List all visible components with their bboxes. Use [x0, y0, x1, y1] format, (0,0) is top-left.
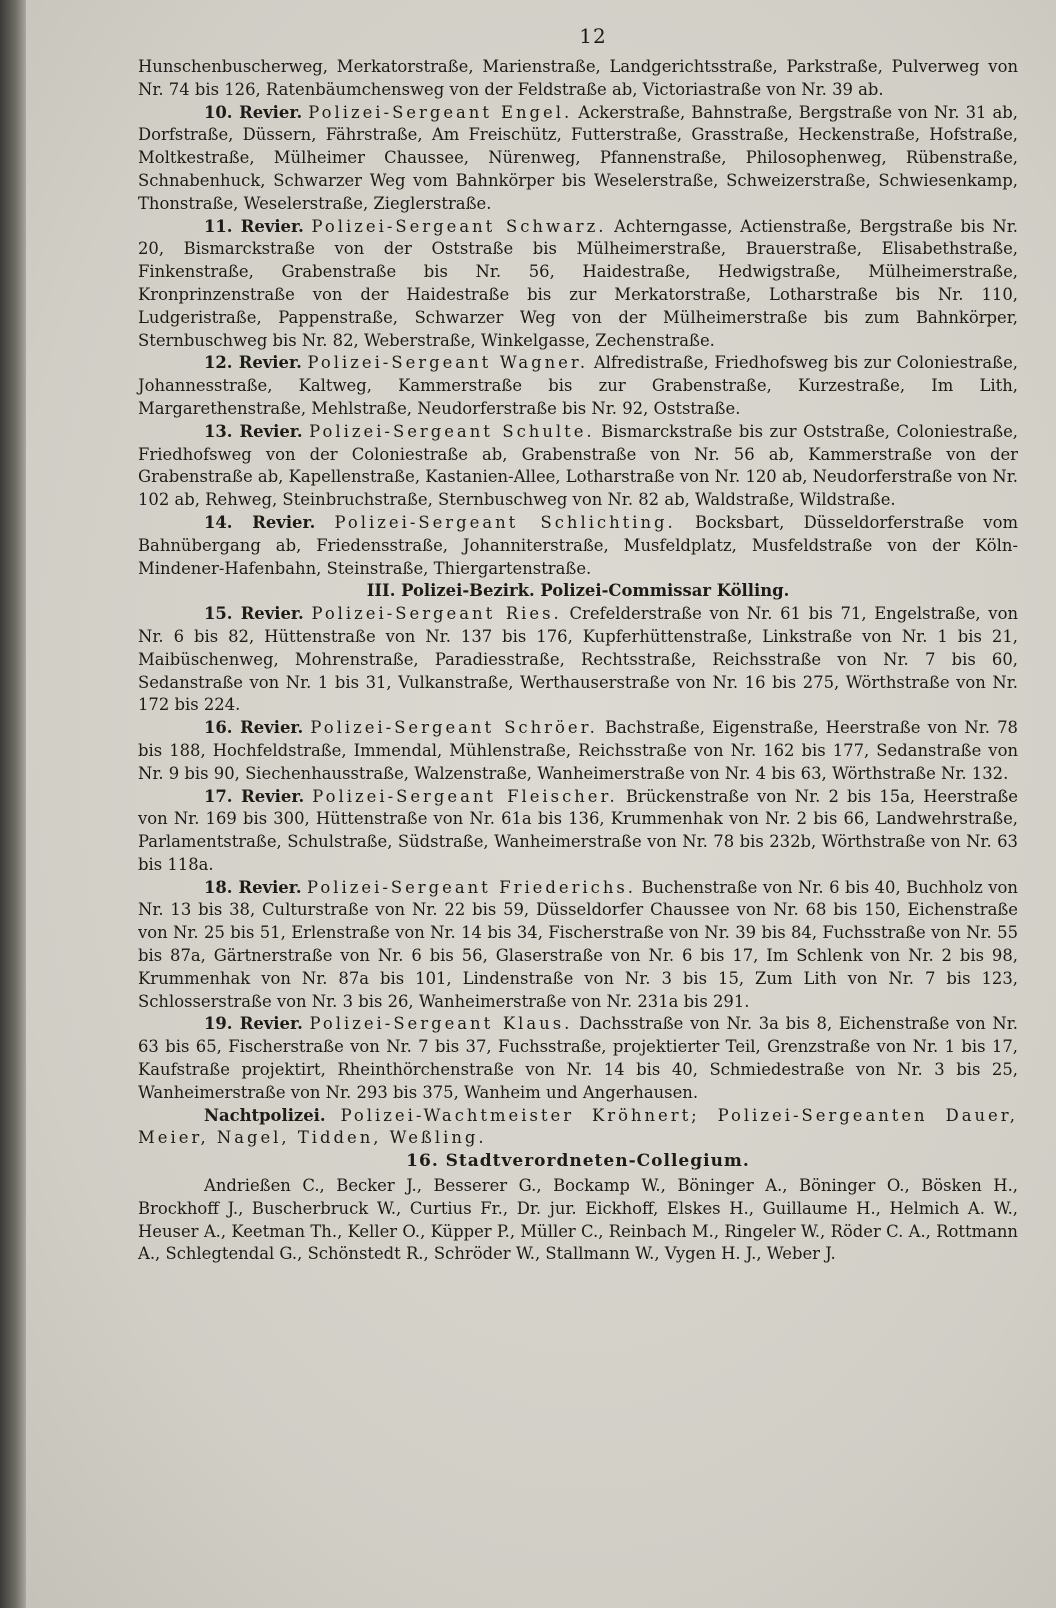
revier-streets: Bismarckstraße bis zur Oststraße, Coloniestraße, Friedhofsweg von der Coloniestraße ab, Grabenstraße von Nr. 56 ab, Kammerstraße von der Grabenstraße ab, Kapellenstraße, Kastanien-Allee, Lotharstraße von Nr. 120 ab, Neudorferstraße von Nr. 102 ab, Rehweg, Steinbruchstraße, Sternbuschweg von Nr. 82 ab, Waldstraße, Wildstraße.	[138, 421, 1018, 510]
revier-paragraph	[138, 102, 1018, 216]
book-gutter-shadow	[0, 0, 26, 1608]
revier-label: 19. Revier.	[204, 1014, 303, 1034]
revier-officer: Polizei-Sergeant Klaus.	[309, 1014, 573, 1034]
page-number: 12	[579, 24, 607, 48]
revier-officer: Polizei-Sergeant Friederichs.	[307, 877, 637, 897]
revier-paragraph	[138, 717, 1018, 785]
revier-officer: Polizei-Sergeant Wagner.	[307, 353, 589, 373]
revier-streets: Bocksbart, Düsseldorferstraße vom Bahnübergang ab, Friedensstraße, Johanniterstraße, Musfeldplatz, Musfeldstraße von der Köln-Mindener-Hafenbahn, Steinstraße, Thiergartenstraße.	[138, 512, 1018, 578]
revier-label: 13. Revier.	[204, 421, 303, 441]
revier-streets: Buchenstraße von Nr. 6 bis 40, Buchholz von Nr. 13 bis 38, Culturstraße von Nr. 22 bis 59, Düsseldorfer Chaussee von Nr. 68 bis 150, Eichenstraße von Nr. 25 bis 51, Erlenstraße von Nr. 14 bis 34, Fischerstraße von Nr. 39 bis 84, Fuchsstraße von Nr. 55 bis 87a, Gärtnerstraße von Nr. 6 bis 56, Glaserstraße von Nr. 6 bis 17, Im Schlenk von Nr. 2 bis 98, Krummenhak von Nr. 87a bis 101, Lindenstraße von Nr. 3 bis 15, Zum Lith von Nr. 7 bis 123, Schlosserstraße von Nr. 3 bis 26, Wanheimerstraße von Nr. 231a bis 291.	[138, 877, 1018, 1011]
revier-label: 14. Revier.	[204, 512, 316, 532]
revier-officer: Polizei-Sergeant Schwarz.	[311, 216, 607, 236]
revier-list-2	[138, 603, 1018, 1105]
page-body	[138, 56, 1018, 1266]
revier-streets: Achterngasse, Actienstraße, Bergstraße bis Nr. 20, Bismarckstraße von der Oststraße bis Mülheimerstraße, Brauerstraße, Elisabethstraße, Finkenstraße, Grabenstraße bis Nr. 56, Haidestraße, Hedwigstraße, Mülheimerstraße, Kronprinzenstraße von der Haidestraße bis zur Merkatorstraße, Lotharstraße bis Nr. 110, Ludgeristraße, Pappenstraße, Schwarzer Weg von der Mülheimerstraße bis zum Bahnkörper, Sternbuschweg bis Nr. 82, Weberstraße, Winkelgasse, Zechenstraße.	[138, 216, 1018, 350]
revier-paragraph	[138, 421, 1018, 512]
revier-streets: Dachsstraße von Nr. 3a bis 8, Eichenstraße von Nr. 63 bis 65, Fischerstraße von Nr. 7 bis 37, Fuchsstraße, projektierter Teil, Grenzstraße von Nr. 1 bis 17, Kaufstraße projektirt, Rheinthörchenstraße von Nr. 14 bis 40, Schmiedestraße von Nr. 3 bis 25, Wanheimerstraße von Nr. 293 bis 375, Wanheim und Angerhausen.	[138, 1014, 1018, 1102]
revier-label: 17. Revier.	[204, 786, 305, 806]
revier-officer: Polizei-Sergeant Schröer.	[310, 718, 598, 738]
revier-officer: Polizei-Sergeant Schlichting.	[334, 512, 676, 532]
revier-streets: Ackerstraße, Bahnstraße, Bergstraße von Nr. 31 ab, Dorfstraße, Düssern, Fährstraße, Am Freischütz, Futterstraße, Grasstraße, Heckenstraße, Hofstraße, Moltkestraße, Mülheimer Chaussee, Nürenweg, Pfannenstraße, Philosophenweg, Rübenstraße, Schnabenhuck, Schwarzer Weg vom Bahnkörper bis Weselerstraße, Schweizerstraße, Schwiesenkamp, Thonstraße, Weselerstraße, Zieglerstraße.	[138, 102, 1018, 213]
night-police-label: Nachtpolizei.	[204, 1105, 326, 1125]
revier-list-1	[138, 102, 1018, 581]
revier-officer: Polizei-Sergeant Ries.	[311, 604, 562, 624]
revier-paragraph	[138, 512, 1018, 580]
revier-officer: Polizei-Sergeant Fleischer.	[312, 786, 618, 806]
revier-label: 10. Revier.	[204, 102, 303, 122]
revier-label: 12. Revier.	[204, 353, 302, 373]
revier-paragraph	[138, 603, 1018, 717]
section-title: 16. Stadtverordneten-Collegium.	[406, 1151, 750, 1172]
revier-paragraph	[138, 352, 1018, 420]
revier-streets: Bachstraße, Eigenstraße, Heerstraße von Nr. 78 bis 188, Hochfeldstraße, Immendal, Mühlenstraße, Reichsstraße von Nr. 162 bis 177, Sedanstraße von Nr. 9 bis 90, Siechenhausstraße, Walzenstraße, Wanheimerstraße von Nr. 4 bis 63, Wörthstraße Nr. 132.	[138, 718, 1018, 783]
revier-paragraph	[138, 786, 1018, 877]
revier-streets: Brückenstraße von Nr. 2 bis 15a, Heerstraße von Nr. 169 bis 300, Hüttenstraße von Nr. 61a bis 136, Krummenhak von Nr. 2 bis 66, Landwehrstraße, Parlamentstraße, Schulstraße, Südstraße, Wanheimerstraße von Nr. 78 bis 232b, Wörthstraße von Nr. 63 bis 118a.	[138, 786, 1018, 874]
revier-label: 15. Revier.	[204, 604, 304, 624]
revier-label: 11. Revier.	[204, 216, 304, 236]
revier-paragraph	[138, 216, 1018, 353]
revier-label: 18. Revier.	[204, 877, 302, 897]
revier-streets: Alfredistraße, Friedhofsweg bis zur Coloniestraße, Johannesstraße, Kaltweg, Kammerstraße bis zur Grabenstraße, Kurzestraße, Im Lith, Margarethenstraße, Mehlstraße, Neudorferstraße bis Nr. 92, Oststraße.	[138, 353, 1018, 418]
district-heading: III. Polizei-Bezirk. Polizei-Commissar Kölling.	[366, 581, 790, 601]
revier-officer: Polizei-Sergeant Schulte.	[309, 421, 595, 441]
night-police-paragraph	[138, 1105, 1018, 1151]
members-block	[138, 1175, 1018, 1266]
revier-paragraph	[138, 877, 1018, 1014]
night-police-text: Polizei-Wachtmeister Kröhnert; Polizei-Sergeanten Dauer, Meier, Nagel, Tidden, Weßling.	[138, 1105, 1018, 1148]
revier-paragraph	[138, 1013, 1018, 1104]
members-list: Andrießen C., Becker J., Besserer G., Bockamp W., Böninger A., Böninger O., Bösken H., Brockhoff J., Buscherbruck W., Curtius Fr., Dr. jur. Eickhoff, Elskes H., Guillaume H., Helmich A. W., Heuser A., Keetman Th., Keller O., Küpper P., Müller C., Reinbach M., Ringeler W., Röder C. A., Rottmann A., Schlegtendal G., Schönstedt R., Schröder W., Stallmann W., Vygen H. J., Weber J.	[138, 1176, 1018, 1264]
continuation-paragraph: Hunschenbuscherweg, Merkatorstraße, Marienstraße, Landgerichtsstraße, Parkstraße, Pulverweg von Nr. 74 bis 126, Ratenbäumchensweg von der Feldstraße ab, Victoriastraße von Nr. 39 ab.	[138, 57, 1018, 99]
revier-streets: Crefelderstraße von Nr. 61 bis 71, Engelstraße, von Nr. 6 bis 82, Hüttenstraße von Nr. 137 bis 176, Kupferhüttenstraße, Linkstraße von Nr. 1 bis 21, Maibüschenweg, Mohrenstraße, Paradiesstraße, Rechtsstraße, Reichsstraße von Nr. 7 bis 60, Sedanstraße von Nr. 1 bis 31, Vulkanstraße, Werthauserstraße von Nr. 16 bis 275, Wörthstraße von Nr. 172 bis 224.	[138, 604, 1018, 715]
revier-label: 16. Revier.	[204, 718, 304, 738]
revier-officer: Polizei-Sergeant Engel.	[308, 102, 573, 122]
